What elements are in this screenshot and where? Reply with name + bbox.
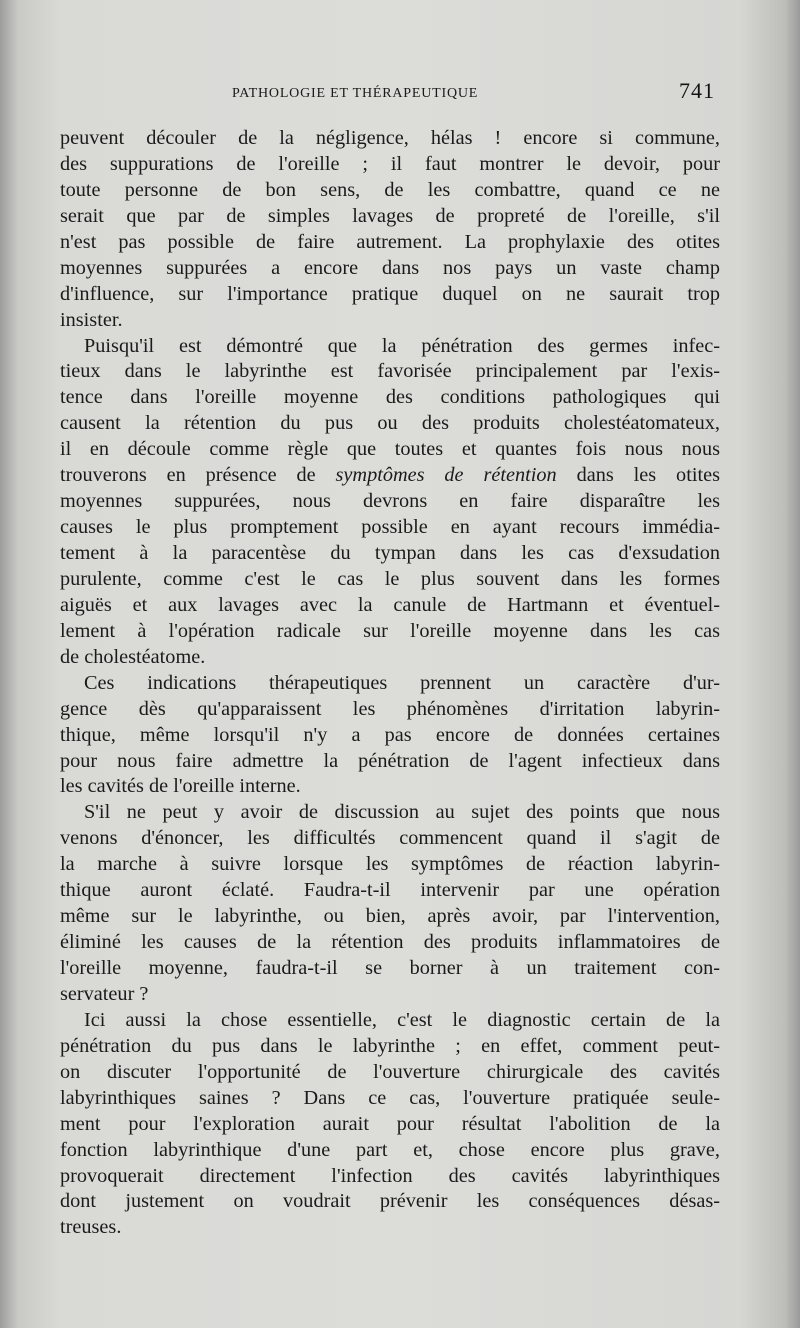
text-line: pour nous faire admettre la pénétration de l'agent infectieux dans <box>60 749 720 772</box>
text-line: insister. <box>60 308 123 331</box>
text-segment: trouverons en présence de <box>60 464 336 487</box>
italic-phrase: symptômes de rétention <box>335 464 557 487</box>
text-line-with-italic <box>60 463 720 489</box>
text-line: tieux dans le labyrinthe est favorisée principalement par l'exis- <box>60 360 720 383</box>
text-line: aiguës et aux lavages avec la canule de Hartmann et éventuel- <box>60 593 720 616</box>
text-line: même sur le labyrinthe, ou bien, après avoir, par l'intervention, <box>60 905 720 928</box>
text-segment: dans les otites <box>556 464 721 487</box>
text-line: de cholestéatome. <box>60 645 206 668</box>
text-line: peuvent découler de la négligence, hélas ! encore si commune, <box>60 127 720 149</box>
text-line: dont justement on voudrait prévenir les conséquences désas- <box>60 1190 720 1213</box>
text-line: il en découle comme règle que toutes et quantes fois nous nous <box>60 438 720 461</box>
text-line: d'influence, sur l'importance pratique duquel on ne saurait trop <box>60 282 720 305</box>
text-line: fonction labyrinthique d'une part et, chose encore plus grave, <box>60 1138 720 1161</box>
text-line: moyennes suppurées a encore dans nos pays un vaste champ <box>60 256 720 279</box>
text-line: purulente, comme c'est le cas le plus souvent dans les formes <box>60 567 720 590</box>
text-line: ment pour l'exploration aurait pour résultat l'abolition de la <box>60 1112 720 1135</box>
text-line: servateur ? <box>60 982 149 1005</box>
text-line: l'oreille moyenne, faudra-t-il se borner à un traitement con- <box>60 957 720 979</box>
text-line: des suppurations de l'oreille ; il faut montrer le devoir, pour <box>60 152 720 175</box>
page-number: 741 <box>679 78 715 103</box>
text-line: moyennes suppurées, nous devrons en faire disparaître les <box>60 490 720 513</box>
text-line: labyrinthiques saines ? Dans ce cas, l'ouverture pratiquée seule- <box>60 1086 720 1109</box>
text-line: lement à l'opération radicale sur l'oreille moyenne dans les cas <box>60 619 720 642</box>
text-line: gence dès qu'apparaissent les phénomènes d'irritation labyrin- <box>60 697 720 720</box>
text-line: treuses. <box>60 1216 122 1239</box>
text-line: tence dans l'oreille moyenne des conditions pathologiques qui <box>60 386 720 409</box>
text-line: les cavités de l'oreille interne. <box>60 775 301 798</box>
running-head <box>60 76 715 106</box>
text-line: tement à la paracentèse du tympan dans les cas d'exsudation <box>60 542 720 564</box>
running-title: PATHOLOGIE ET THÉRAPEUTIQUE <box>232 86 479 101</box>
text-line: thique, même lorsqu'il n'y a pas encore de données certaines <box>60 723 720 746</box>
text-line: S'il ne peut y avoir de discussion au sujet des points que nous <box>84 801 720 824</box>
text-line: thique auront éclaté. Faudra-t-il intervenir par une opération <box>60 879 720 902</box>
text-line: éliminé les causes de la rétention des produits inflammatoires de <box>60 931 720 954</box>
text-line: Puisqu'il est démontré que la pénétration des germes infec- <box>84 334 720 357</box>
text-line: toute personne de bon sens, de les combattre, quand ce ne <box>60 178 720 201</box>
text-line: venons d'énoncer, les difficultés commencent quand il s'agit de <box>60 827 720 850</box>
text-line: n'est pas possible de faire autrement. La prophylaxie des otites <box>60 230 720 253</box>
text-line: Ici aussi la chose essentielle, c'est le diagnostic certain de la <box>84 1008 720 1031</box>
text-line: la marche à suivre lorsque les symptômes de réaction labyrin- <box>60 853 720 876</box>
text-line: causent la rétention du pus ou des produits cholestéatomateux, <box>60 412 720 435</box>
text-line: pénétration du pus dans le labyrinthe ; en effet, comment peut- <box>60 1034 720 1057</box>
text-line: on discuter l'opportunité de l'ouverture chirurgicale des cavités <box>60 1060 720 1083</box>
text-line: Ces indications thérapeutiques prennent un caractère d'ur- <box>84 671 720 694</box>
text-line: serait que par de simples lavages de propreté de l'oreille, s'il <box>60 204 720 227</box>
body-text <box>60 126 720 1241</box>
text-line: causes le plus promptement possible en ayant recours immédia- <box>60 516 720 539</box>
text-line: provoquerait directement l'infection des cavités labyrinthiques <box>60 1164 720 1187</box>
